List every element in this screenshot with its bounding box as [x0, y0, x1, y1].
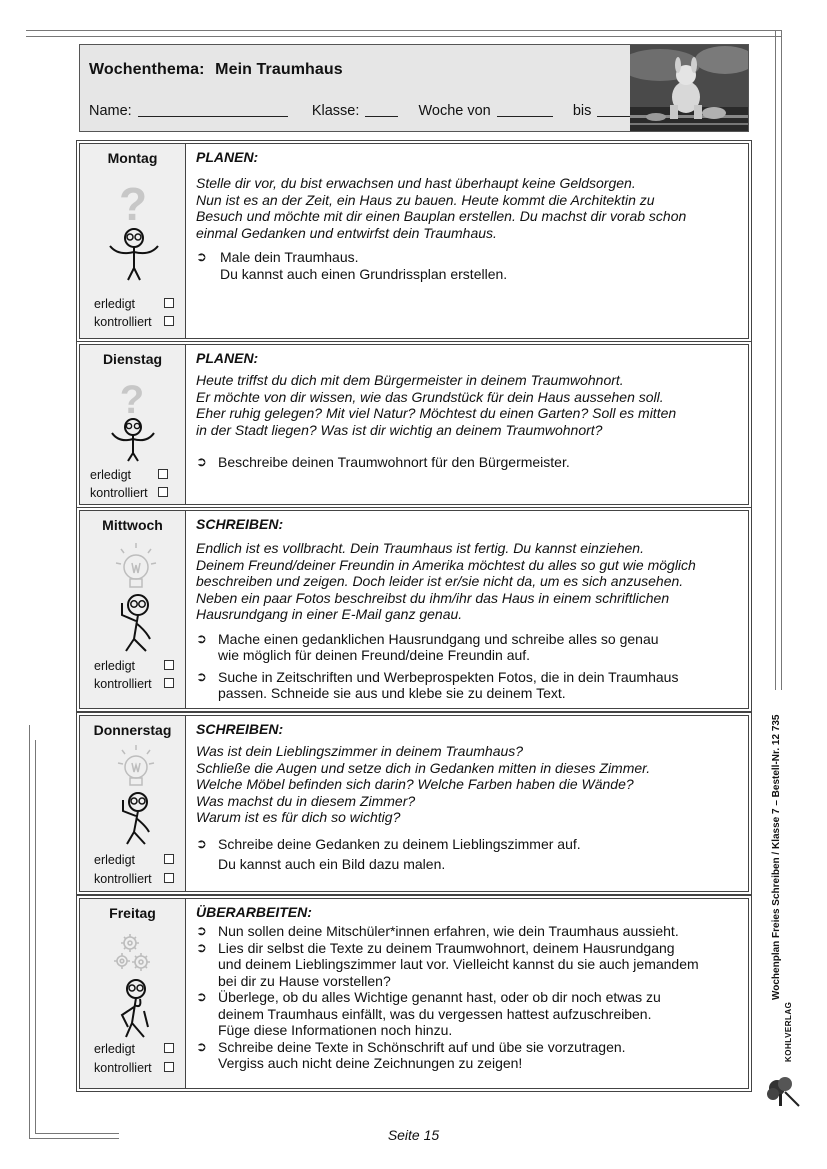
day-name: Mittwoch — [102, 517, 163, 533]
student-fields — [89, 103, 653, 119]
arrow-right-icon: ➲ — [196, 939, 207, 955]
task-bullet: ➲ Male dein Traumhaus. Du kannst auch einen Grundrissplan erstellen. — [196, 249, 508, 282]
task-bullet: ➲ Nun sollen deine Mitschüler*innen erfahren, wie dein Traumhaus aussieht. — [196, 923, 679, 939]
arrow-right-icon: ➲ — [196, 249, 207, 264]
day-name: Donnerstag — [93, 722, 172, 738]
day-content — [187, 716, 748, 891]
arrow-right-icon: ➲ — [196, 668, 207, 684]
done-checkbox-row[interactable] — [94, 297, 174, 311]
stuffed-animal-photo-icon — [630, 45, 748, 131]
day-sidebar — [80, 716, 186, 891]
day-name: Montag — [107, 150, 158, 166]
question-stickfigure-icon — [88, 176, 178, 286]
checked-checkbox[interactable] — [164, 1062, 174, 1072]
theme-label: Wochenthema: — [89, 61, 205, 78]
done-checkbox[interactable] — [164, 298, 174, 308]
thinking-figure — [80, 373, 185, 463]
day-row-tuesday — [79, 344, 749, 505]
checked-checkbox[interactable] — [164, 678, 174, 688]
day-row-wednesday — [79, 510, 749, 709]
frame-line-right — [775, 30, 776, 690]
theme-title: Mein Traumhaus — [215, 61, 343, 78]
task-bullet: ➲ Schreibe deine Texte in Schönschrift auf und übe sie vorzutragen. Vergiss auch nicht deine Zeichnungen zu zeigen! — [196, 1038, 626, 1071]
checked-checkbox-row[interactable] — [94, 872, 174, 886]
done-checkbox-row[interactable] — [94, 853, 174, 867]
checked-label: kontrolliert — [94, 872, 152, 886]
class-label: Klasse: — [311, 103, 360, 119]
worksheet-header — [79, 44, 749, 132]
checked-checkbox[interactable] — [164, 873, 174, 883]
thinking-figure — [80, 176, 185, 286]
checked-label: kontrolliert — [90, 486, 148, 500]
arrow-right-icon: ➲ — [196, 1038, 207, 1054]
checked-label: kontrolliert — [94, 315, 152, 329]
section-title: ÜBERARBEITEN: — [196, 904, 312, 920]
task-bullet: ➲ Überlege, ob du alles Wichtige genannt hast, oder ob dir noch etwas zu deinem Traumhaus einfällt, was du vergessen hattest aufzuschreiben. Füge diese Informationen noch hinzu. — [196, 989, 661, 1038]
header-photo — [630, 45, 748, 131]
day-row-monday — [79, 143, 749, 339]
name-label: Name: — [89, 103, 132, 119]
arrow-right-icon: ➲ — [196, 835, 207, 851]
checked-label: kontrolliert — [94, 1061, 152, 1075]
week-label: Woche von — [418, 103, 491, 119]
day-row-friday — [79, 898, 749, 1089]
checked-checkbox-row[interactable] — [94, 677, 174, 691]
svg-text:?: ? — [118, 178, 147, 230]
day-content — [187, 899, 748, 1088]
done-checkbox-row[interactable] — [94, 1042, 174, 1056]
task-bullet: ➲ Beschreibe deinen Traumwohnort für den Bürgermeister. — [196, 454, 570, 470]
done-checkbox[interactable] — [158, 469, 168, 479]
publisher-name: KOHLVERLAG — [784, 1001, 793, 1062]
done-label: erledigt — [94, 297, 135, 311]
task-bullet: ➲ Lies dir selbst die Texte zu deinem Traumwohnort, deinem Hausrundgang und deinem Lieblingszimmer laut vor. Vielleicht kannst du sie auch jemandem bei dir zu Hause vorstellen? — [196, 939, 699, 989]
day-content — [187, 144, 748, 338]
page-number: Seite 15 — [387, 1127, 440, 1143]
checked-checkbox-row[interactable] — [90, 486, 168, 500]
task-text: Heute triffst du dich mit dem Bürgermeister in deinem Traumwohnort. Er möchte von dir wissen, wie das Grundstück für dein Haus aussehen soll. Eher ruhig gelegen? Mit viel Natur? Möchtest du einen Garten? Soll es mitten in der Stadt liegen? Was ist dir wichtig an deinem Traumwohnort? — [196, 372, 677, 438]
done-label: erledigt — [94, 1042, 135, 1056]
day-sidebar — [80, 511, 186, 708]
frame-line-left-inner — [35, 740, 36, 1133]
section-title: PLANEN: — [196, 350, 259, 366]
day-sidebar — [80, 144, 186, 338]
class-field[interactable] — [365, 103, 398, 117]
day-content — [187, 345, 748, 504]
done-checkbox-row[interactable] — [94, 659, 174, 673]
side-order-info: Wochenplan Freies Schreiben / Klasse 7 – Bestell-Nr. 12 735 — [771, 714, 782, 1000]
day-sidebar — [80, 345, 186, 504]
gears-stickfigure-icon — [88, 931, 178, 1041]
checked-checkbox-row[interactable] — [94, 1061, 174, 1075]
svg-text:?: ? — [119, 378, 144, 422]
section-title: PLANEN: — [196, 149, 259, 165]
checked-checkbox[interactable] — [158, 487, 168, 497]
name-field[interactable] — [138, 103, 288, 117]
arrow-right-icon: ➲ — [196, 989, 207, 1004]
checked-label: kontrolliert — [94, 677, 152, 691]
day-sidebar — [80, 899, 186, 1088]
working-figure — [80, 931, 185, 1041]
day-content — [187, 511, 748, 708]
idea-figure — [80, 744, 185, 849]
day-name: Freitag — [109, 905, 156, 921]
day-name: Dienstag — [102, 351, 163, 367]
section-title: SCHREIBEN: — [196, 516, 284, 532]
frame-line-top — [26, 30, 781, 31]
task-text: Endlich ist es vollbracht. Dein Traumhaus ist fertig. Du kannst einziehen. Deinem Freund/deiner Freundin in Amerika möchtest du alles so gut wie möglich beschreiben und zeigen. Doch leider ist er/sie nicht da, um es sich anzusehen. Neben ein paar Fotos beschreibst du ihm/ihr das Haus in einem schriftlichen Hausrundgang in einer E-Mail ganz genau. — [196, 540, 696, 622]
checked-checkbox-row[interactable] — [94, 315, 174, 329]
frame-line-top-inner — [26, 36, 781, 37]
page-title — [89, 61, 343, 79]
frame-line-right-inner — [781, 30, 782, 690]
lightbulb-stickfigure-icon — [88, 744, 178, 849]
section-title: SCHREIBEN: — [196, 721, 284, 737]
publisher-logo — [765, 1072, 825, 1108]
arrow-right-icon: ➲ — [196, 923, 207, 938]
arrow-right-icon: ➲ — [196, 630, 207, 646]
task-bullet: ➲ Mache einen gedanklichen Hausrundgang und schreibe alles so genau wie möglich für deinen Freund/deine Freundin auf. — [196, 630, 659, 663]
checked-checkbox[interactable] — [164, 316, 174, 326]
task-text: Was ist dein Lieblingszimmer in deinem Traumhaus? Schließe die Augen und setze dich in Gedanken mitten in dieses Zimmer. Welche Möbel befinden sich darin? Welche Farben haben die Wände? Was machst du in diesem Zimmer? Warum ist es für dich so wichtig? — [196, 743, 651, 825]
done-checkbox[interactable] — [164, 660, 174, 670]
day-row-thursday — [79, 715, 749, 892]
done-checkbox-row[interactable] — [90, 468, 168, 482]
question-stickfigure-icon — [88, 373, 178, 463]
publisher-tree-icon — [765, 1072, 825, 1108]
week-from-field[interactable] — [497, 103, 553, 117]
task-bullet: ➲ Suche in Zeitschriften und Werbeprospekten Fotos, die in dein Traumhaus passen. Schneide sie aus und klebe sie zu deinem Text. — [196, 668, 679, 701]
done-label: erledigt — [94, 853, 135, 867]
until-label: bis — [572, 103, 592, 119]
done-label: erledigt — [94, 659, 135, 673]
done-label: erledigt — [90, 468, 131, 482]
frame-line-left — [29, 725, 30, 1138]
lightbulb-stickfigure-icon — [88, 541, 178, 656]
arrow-right-icon: ➲ — [196, 454, 207, 469]
done-checkbox[interactable] — [164, 854, 174, 864]
done-checkbox[interactable] — [164, 1043, 174, 1053]
task-text: Stelle dir vor, du bist erwachsen und hast überhaupt keine Geldsorgen. Nun ist es an der Zeit, ein Haus zu bauen. Heute kommt die Architektin zu Besuch und möchte mit dir einen Bauplan erstellen. Du machst dir vorab schon einmal Gedanken und entwirfst dein Traumhaus. — [196, 175, 687, 241]
idea-figure — [80, 541, 185, 656]
task-bullet: ➲ Schreibe deine Gedanken zu deinem Lieblingszimmer auf. Du kannst auch ein Bild dazu malen. — [196, 835, 581, 872]
